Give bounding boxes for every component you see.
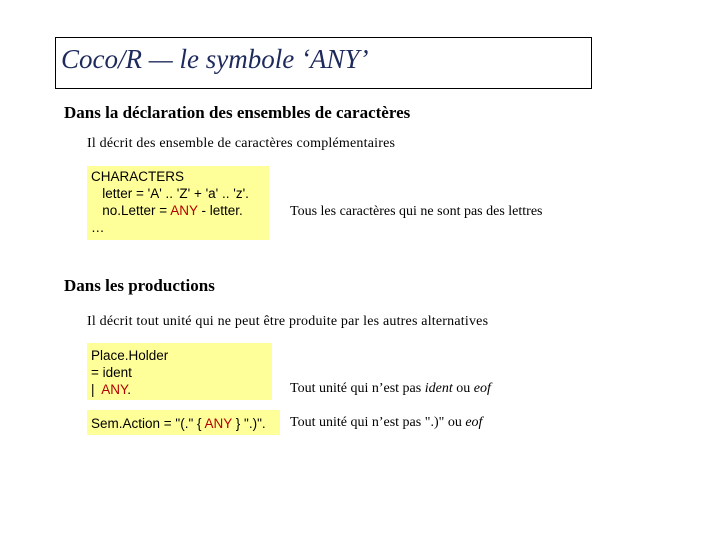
section2-heading: Dans les productions — [64, 276, 215, 295]
ident-term: ident — [424, 381, 453, 396]
eof-term: eof — [473, 381, 491, 396]
code-text: Sem.Action = "(." { — [91, 416, 205, 431]
any-keyword: ANY — [170, 203, 198, 218]
slide-title: Coco/R — le symbole ‘ANY’ — [61, 44, 369, 74]
semaction-code-box — [87, 410, 280, 435]
title-box — [55, 37, 592, 89]
desc-text: Tout unité qui n’est pas — [290, 381, 425, 396]
section1-heading: Dans la déclaration des ensembles de caractères — [64, 103, 411, 122]
section2-subtitle: Il décrit tout unité qui ne peut être produite par les autres alternatives — [87, 314, 489, 329]
any-keyword: ANY — [101, 382, 128, 397]
section1-description: Tous les caractères qui ne sont pas des lettres — [290, 204, 543, 219]
desc-text: Tout unité qui n’est pas ".)" ou — [290, 415, 466, 430]
section2-description-1 — [290, 381, 491, 397]
characters-code-box — [87, 166, 269, 240]
code-text: - letter. — [197, 203, 243, 218]
desc-text: ou — [452, 381, 474, 396]
code-text: . — [127, 382, 132, 397]
code-text: } ".)". — [232, 416, 266, 431]
section2-description-2 — [290, 415, 482, 431]
code-line: = ident — [91, 365, 132, 380]
code-text: | — [91, 382, 102, 397]
section1-subtitle: Il décrit des ensemble de caractères complémentaires — [87, 136, 396, 151]
code-line: … — [91, 220, 105, 235]
code-text: no.Letter = — [91, 203, 171, 218]
code-line — [91, 381, 272, 398]
placeholder-code-box — [87, 343, 272, 400]
code-line: letter = 'A' .. 'Z' + 'a' .. 'z'. — [91, 186, 249, 201]
eof-term: eof — [465, 415, 483, 430]
code-line: CHARACTERS — [91, 169, 185, 184]
code-line: Place.Holder — [91, 348, 169, 363]
any-keyword: ANY — [204, 416, 233, 431]
code-line — [91, 202, 269, 219]
